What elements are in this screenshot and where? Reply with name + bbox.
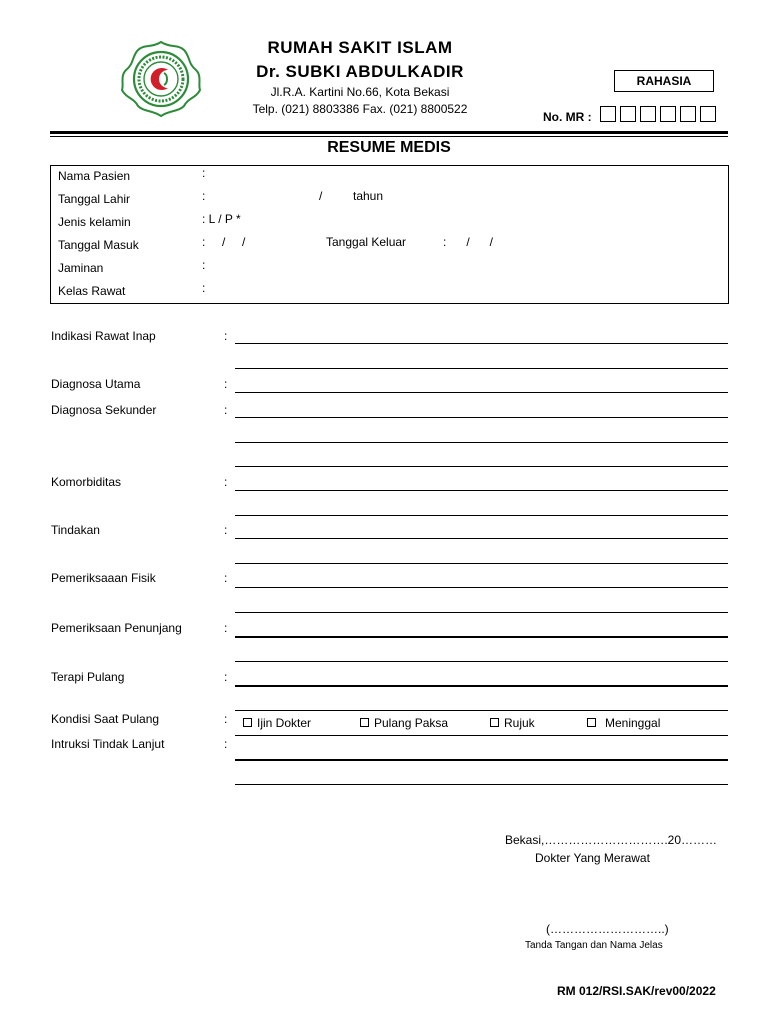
diagnosa-sekunder-line[interactable] — [235, 442, 728, 443]
hospital-name-line1: RUMAH SAKIT ISLAM — [267, 38, 453, 57]
mr-digit-box[interactable] — [640, 106, 656, 122]
label-tahun: tahun — [353, 189, 384, 203]
mr-digit-box[interactable] — [700, 106, 716, 122]
mr-digit-box[interactable] — [680, 106, 696, 122]
header-divider-thick — [50, 131, 728, 134]
colon: : — [224, 621, 228, 635]
label-jenis-kelamin: Jenis kelamin — [58, 215, 131, 229]
label-kondisi-saat-pulang: Kondisi Saat Pulang — [51, 712, 160, 726]
checkbox-icon — [490, 718, 499, 727]
colon: : — [224, 571, 228, 585]
hospital-address: Jl.R.A. Kartini No.66, Kota Bekasi — [270, 85, 450, 99]
colon: : — [224, 523, 228, 537]
label-pemeriksaan-penunjang: Pemeriksaan Penunjang — [51, 621, 182, 635]
pemeriksaan-fisik-line[interactable] — [235, 587, 728, 588]
colon: : — [224, 403, 228, 417]
header-divider-thin — [50, 136, 728, 137]
doctor-label: Dokter Yang Merawat — [535, 851, 650, 865]
diagnosa-utama-line[interactable] — [235, 392, 728, 393]
colon: : — [202, 166, 206, 180]
checkbox-icon — [243, 718, 252, 727]
checkbox-label: Meninggal — [605, 716, 661, 730]
komorbiditas-line[interactable] — [235, 515, 728, 516]
kondisi-bottom-line — [235, 735, 728, 736]
label-jaminan: Jaminan — [58, 261, 104, 275]
colon: : — [224, 737, 228, 751]
terapi-pulang-line[interactable] — [235, 685, 728, 687]
mr-digit-box[interactable] — [620, 106, 636, 122]
label-kelas-rawat: Kelas Rawat — [58, 284, 126, 298]
gender-options: : L / P * — [202, 212, 241, 226]
pemeriksaan-penunjang-line[interactable] — [235, 636, 728, 638]
checkbox-ijin-dokter[interactable] — [243, 716, 311, 730]
label-indikasi-rawat-inap: Indikasi Rawat Inap — [51, 329, 156, 343]
signature-caption: Tanda Tangan dan Nama Jelas — [525, 940, 663, 951]
pemeriksaan-fisik-line[interactable] — [235, 612, 728, 613]
kondisi-top-line — [235, 710, 728, 711]
label-diagnosa-sekunder: Diagnosa Sekunder — [51, 403, 157, 417]
checkbox-label: Rujuk — [504, 716, 535, 730]
label-terapi-pulang: Terapi Pulang — [51, 670, 125, 684]
colon: : — [224, 475, 228, 489]
confidential-badge: RAHASIA — [614, 70, 714, 92]
signature-name-placeholder[interactable]: (………………………..) — [546, 922, 669, 936]
checkbox-icon — [587, 718, 596, 727]
tindakan-line[interactable] — [235, 538, 728, 539]
checkbox-label: Pulang Paksa — [374, 716, 449, 730]
tindakan-line[interactable] — [235, 563, 728, 564]
colon: : — [202, 281, 206, 295]
colon: : — [224, 329, 228, 343]
colon: : — [202, 189, 206, 203]
label-tindakan: Tindakan — [51, 523, 100, 537]
indikasi-line[interactable] — [235, 343, 728, 344]
hospital-phone: Telp. (021) 8803386 Fax. (021) 8800522 — [252, 102, 468, 116]
checkbox-meninggal[interactable] — [587, 716, 660, 730]
diagnosa-sekunder-line[interactable] — [235, 466, 728, 467]
checkbox-label: Ijin Dokter — [257, 716, 312, 730]
mr-number-label: No. MR : — [543, 110, 592, 124]
form-title: RESUME MEDIS — [327, 139, 451, 156]
label-nama-pasien: Nama Pasien — [58, 169, 131, 183]
diagnosa-sekunder-line[interactable] — [235, 417, 728, 418]
instruksi-line[interactable] — [235, 759, 728, 761]
checkbox-icon — [360, 718, 369, 727]
label-komorbiditas: Komorbiditas — [51, 475, 122, 489]
indikasi-line[interactable] — [235, 368, 728, 369]
pemeriksaan-penunjang-line[interactable] — [235, 661, 728, 662]
hospital-logo — [118, 40, 204, 118]
checkbox-rujuk[interactable] — [490, 716, 535, 730]
form-code: RM 012/RSI.SAK/rev00/2022 — [557, 984, 716, 998]
tanggal-masuk-value: : / / — [202, 235, 246, 249]
label-diagnosa-utama: Diagnosa Utama — [51, 377, 141, 391]
place-date-line: Bekasi,………………………….20……… — [505, 833, 718, 847]
label-tanggal-masuk: Tanggal Masuk — [58, 238, 139, 252]
label-tanggal-keluar: Tanggal Keluar — [326, 235, 407, 249]
label-instruksi-tindak-lanjut: Intruksi Tindak Lanjut — [51, 737, 165, 751]
instruksi-line[interactable] — [235, 784, 728, 785]
label-tanggal-lahir: Tanggal Lahir — [58, 192, 131, 206]
colon: : — [202, 258, 206, 272]
label-pemeriksaan-fisik: Pemeriksaaan Fisik — [51, 571, 156, 585]
mr-digit-box[interactable] — [660, 106, 676, 122]
komorbiditas-line[interactable] — [235, 490, 728, 491]
colon: : — [224, 712, 228, 726]
checkbox-pulang-paksa[interactable] — [360, 716, 448, 730]
tanggal-keluar-value: : / / — [443, 235, 494, 249]
colon: : — [224, 670, 228, 684]
date-separator: / — [319, 189, 323, 203]
hospital-name-line2: Dr. SUBKI ABDULKADIR — [256, 62, 464, 81]
colon: : — [224, 377, 228, 391]
mr-digit-box[interactable] — [600, 106, 616, 122]
